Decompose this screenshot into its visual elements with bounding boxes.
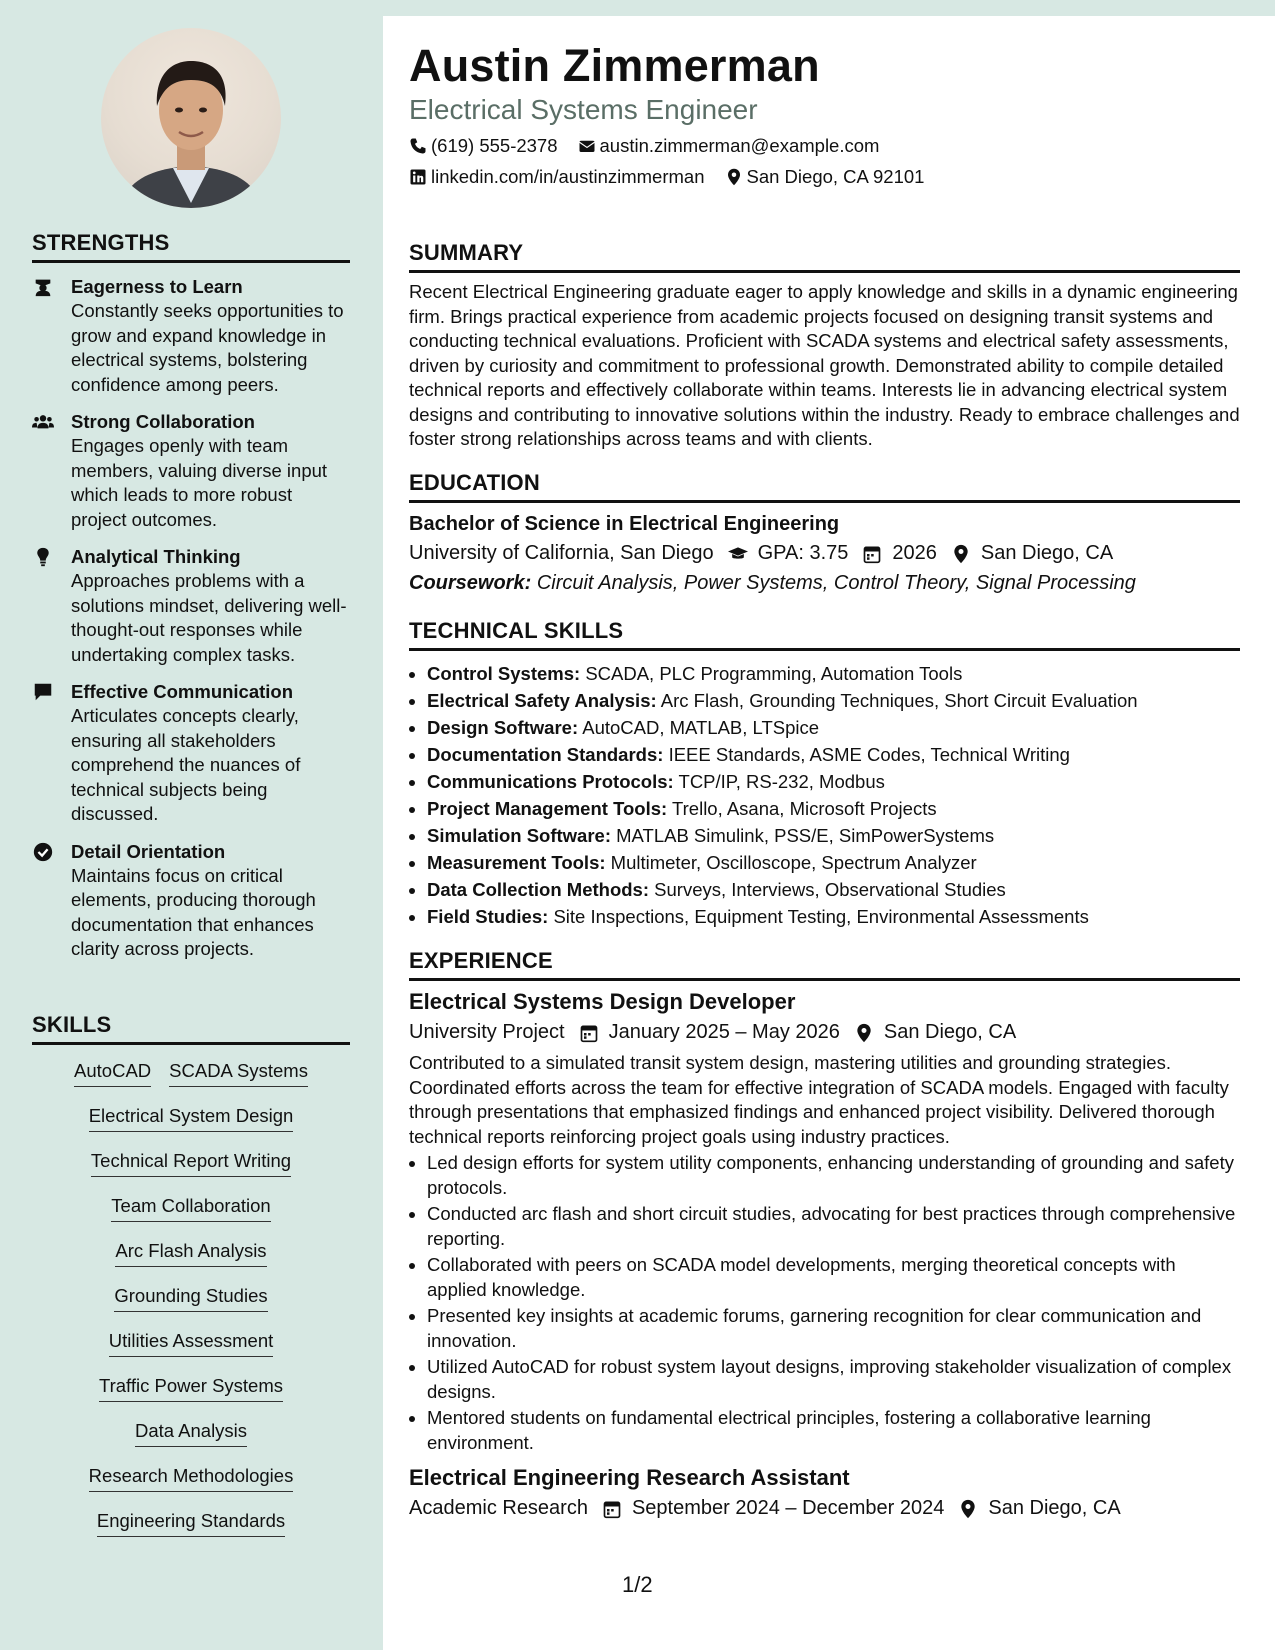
skill-tag: Research Methodologies bbox=[89, 1464, 294, 1492]
list-item: • Conducted arc flash and short circuit studies, advocating for best practices through comprehensive reporting. bbox=[427, 1202, 1240, 1251]
skill-tag: Grounding Studies bbox=[114, 1284, 267, 1312]
list-item: • Simulation Software: MATLAB Simulink, PSS/E, SimPowerSystems bbox=[427, 822, 1240, 849]
degree: Bachelor of Science in Electrical Engineering bbox=[409, 513, 840, 535]
skill-tag: AutoCAD bbox=[74, 1059, 151, 1087]
job-dates: September 2024 – December 2024 bbox=[631, 1497, 945, 1519]
technical-skills-list bbox=[409, 660, 1240, 930]
job-location: San Diego, CA bbox=[883, 1021, 1017, 1043]
skill-tag: Team Collaboration bbox=[111, 1194, 270, 1222]
job-title: Electrical Engineering Research Assistant bbox=[409, 1465, 850, 1490]
coursework bbox=[409, 572, 1240, 595]
skill-tag: Utilities Assessment bbox=[109, 1329, 274, 1357]
list-item: • Control Systems: SCADA, PLC Programming, Automation Tools bbox=[427, 660, 1240, 687]
summary-section bbox=[409, 240, 1240, 452]
comment-icon bbox=[32, 681, 54, 703]
profile-photo bbox=[101, 28, 281, 208]
technical-skills-title: TECHNICAL SKILLS bbox=[409, 618, 1240, 651]
job-meta bbox=[409, 1497, 1240, 1520]
linkedin-icon bbox=[409, 168, 427, 186]
gpa: GPA: 3.75 bbox=[757, 542, 849, 564]
strength-title: Strong Collaboration bbox=[71, 411, 255, 432]
experience-section bbox=[409, 948, 1240, 1520]
list-item: • Communications Protocols: TCP/IP, RS-232, Modbus bbox=[427, 768, 1240, 795]
strength-title: Analytical Thinking bbox=[71, 546, 241, 567]
phone-icon bbox=[409, 137, 427, 155]
strengths-title: STRENGTHS bbox=[32, 230, 350, 263]
strength-desc: Engages openly with team members, valuing diverse input which leads to more robust project outcomes. bbox=[71, 435, 328, 530]
strength-desc: Articulates concepts clearly, ensuring all stakeholders comprehend the nuances of technical subjects being discussed. bbox=[71, 705, 301, 824]
skill-tag: Electrical System Design bbox=[89, 1104, 294, 1132]
page-number: 1/2 bbox=[622, 1572, 653, 1597]
job-dates: January 2025 – May 2026 bbox=[608, 1021, 840, 1043]
location-text: San Diego, CA 92101 bbox=[746, 166, 925, 187]
location-pin-icon bbox=[958, 1499, 978, 1519]
list-item: • Utilized AutoCAD for robust system layout designs, improving stakeholder visualization of complex designs. bbox=[427, 1355, 1240, 1404]
list-item: • Electrical Safety Analysis: Arc Flash, Grounding Techniques, Short Circuit Evaluation bbox=[427, 687, 1240, 714]
job-bullets bbox=[409, 1151, 1240, 1455]
skill-tag: Data Analysis bbox=[135, 1419, 247, 1447]
job-meta bbox=[409, 1021, 1240, 1044]
skills-title: SKILLS bbox=[32, 1012, 350, 1045]
strength-item bbox=[32, 545, 350, 667]
graduation-year: 2026 bbox=[892, 542, 937, 564]
check-circle-icon bbox=[32, 841, 54, 863]
list-item: • Design Software: AutoCAD, MATLAB, LTSpice bbox=[427, 714, 1240, 741]
strength-desc: Maintains focus on critical elements, producing thorough documentation that enhances clarity across projects. bbox=[71, 864, 316, 959]
envelope-icon bbox=[578, 137, 596, 155]
job-description: Contributed to a simulated transit system design, mastering utilities and grounding strategies. Coordinated efforts across the team for effective integration of SCADA models. Engaged with faculty through presentations that emphasized findings and enhanced project visibility. Delivered thorough technical reports reinforcing project goals using industry practices. bbox=[409, 1052, 1229, 1147]
skills-cloud bbox=[32, 1059, 350, 1537]
summary-text: Recent Electrical Engineering graduate eager to apply knowledge and skills in a dynamic engineering firm. Brings practical experience from academic projects focused on designing transit systems and conducting technical evaluations. Proficient with SCADA systems and electrical safety assessments, driven by curiosity and commitment to professional growth. Demonstrated ability to compile detailed technical reports and effectively collaborate within teams. Interests lie in advancing electrical system designs and contributing to innovative solutions within the industry. Ready to embrace challenges and foster strong relationships across teams and with clients. bbox=[409, 281, 1240, 449]
strength-title: Effective Communication bbox=[71, 681, 294, 702]
strength-desc: Approaches problems with a solutions mindset, delivering well-thought-out responses while undertaking complex tasks. bbox=[71, 570, 347, 665]
linkedin-text[interactable]: linkedin.com/in/austinzimmerman bbox=[431, 166, 705, 187]
school: University of California, San Diego bbox=[409, 542, 714, 564]
skill-tag: Traffic Power Systems bbox=[99, 1374, 283, 1402]
job-org: University Project bbox=[409, 1021, 565, 1043]
education-meta bbox=[409, 542, 1240, 565]
skill-tag: Technical Report Writing bbox=[91, 1149, 291, 1177]
strength-item bbox=[32, 840, 350, 962]
strength-desc: Constantly seeks opportunities to grow and expand knowledge in electrical systems, bolstering confidence among peers. bbox=[71, 300, 344, 395]
strength-item bbox=[32, 410, 350, 532]
list-item: • Presented key insights at academic forums, garnering recognition for clear communication and innovation. bbox=[427, 1304, 1240, 1353]
strength-item bbox=[32, 680, 350, 827]
list-item: • Data Collection Methods: Surveys, Interviews, Observational Studies bbox=[427, 876, 1240, 903]
list-item: • Led design efforts for system utility components, enhancing understanding of grounding and safety protocols. bbox=[427, 1151, 1240, 1200]
strengths-section bbox=[32, 230, 350, 962]
calendar-icon bbox=[579, 1023, 599, 1043]
skill-tag: Arc Flash Analysis bbox=[115, 1239, 266, 1267]
location-pin-icon bbox=[951, 544, 971, 564]
list-item: • Project Management Tools: Trello, Asana, Microsoft Projects bbox=[427, 795, 1240, 822]
list-item: • Collaborated with peers on SCADA model developments, merging theoretical concepts with applied knowledge. bbox=[427, 1253, 1240, 1302]
list-item: • Documentation Standards: IEEE Standards, ASME Codes, Technical Writing bbox=[427, 741, 1240, 768]
phone-text: (619) 555-2378 bbox=[431, 135, 558, 156]
strength-title: Eagerness to Learn bbox=[71, 276, 243, 297]
education-title: EDUCATION bbox=[409, 470, 1240, 503]
job-location: San Diego, CA bbox=[988, 1497, 1121, 1519]
location-pin-icon bbox=[854, 1023, 874, 1043]
strength-title: Detail Orientation bbox=[71, 840, 226, 862]
job-role: Electrical Systems Engineer bbox=[409, 94, 758, 125]
location-pin-icon bbox=[725, 168, 743, 186]
coursework-label: Coursework: bbox=[409, 572, 532, 594]
calendar-icon bbox=[862, 544, 882, 564]
education-section bbox=[409, 470, 1240, 595]
strength-item bbox=[32, 275, 350, 397]
graduate-icon bbox=[32, 276, 54, 298]
skill-tag: Engineering Standards bbox=[97, 1509, 285, 1537]
skill-tag: SCADA Systems bbox=[169, 1059, 308, 1087]
graduation-cap-icon bbox=[728, 544, 748, 564]
calendar-icon bbox=[602, 1499, 622, 1519]
summary-title: SUMMARY bbox=[409, 240, 1240, 273]
lightbulb-icon bbox=[32, 546, 54, 568]
job-org: Academic Research bbox=[409, 1497, 588, 1519]
technical-skills-section bbox=[409, 618, 1240, 930]
list-item: • Mentored students on fundamental electrical principles, fostering a collaborative learning environment. bbox=[427, 1406, 1240, 1455]
coursework-list: Circuit Analysis, Power Systems, Control Theory, Signal Processing bbox=[536, 572, 1136, 594]
education-location: San Diego, CA bbox=[980, 542, 1114, 564]
job-title: Electrical Systems Design Developer bbox=[409, 989, 796, 1014]
contact-row-1 bbox=[409, 135, 879, 157]
email-text[interactable]: austin.zimmerman@example.com bbox=[599, 135, 880, 156]
list-item: • Field Studies: Site Inspections, Equipment Testing, Environmental Assessments bbox=[427, 903, 1240, 930]
list-item: • Measurement Tools: Multimeter, Oscilloscope, Spectrum Analyzer bbox=[427, 849, 1240, 876]
contact-row-2 bbox=[409, 166, 924, 188]
top-band bbox=[383, 0, 1275, 16]
skills-section bbox=[32, 1012, 350, 1554]
users-icon bbox=[32, 411, 54, 433]
candidate-name: Austin Zimmerman bbox=[409, 40, 820, 91]
experience-title: EXPERIENCE bbox=[409, 948, 1240, 981]
